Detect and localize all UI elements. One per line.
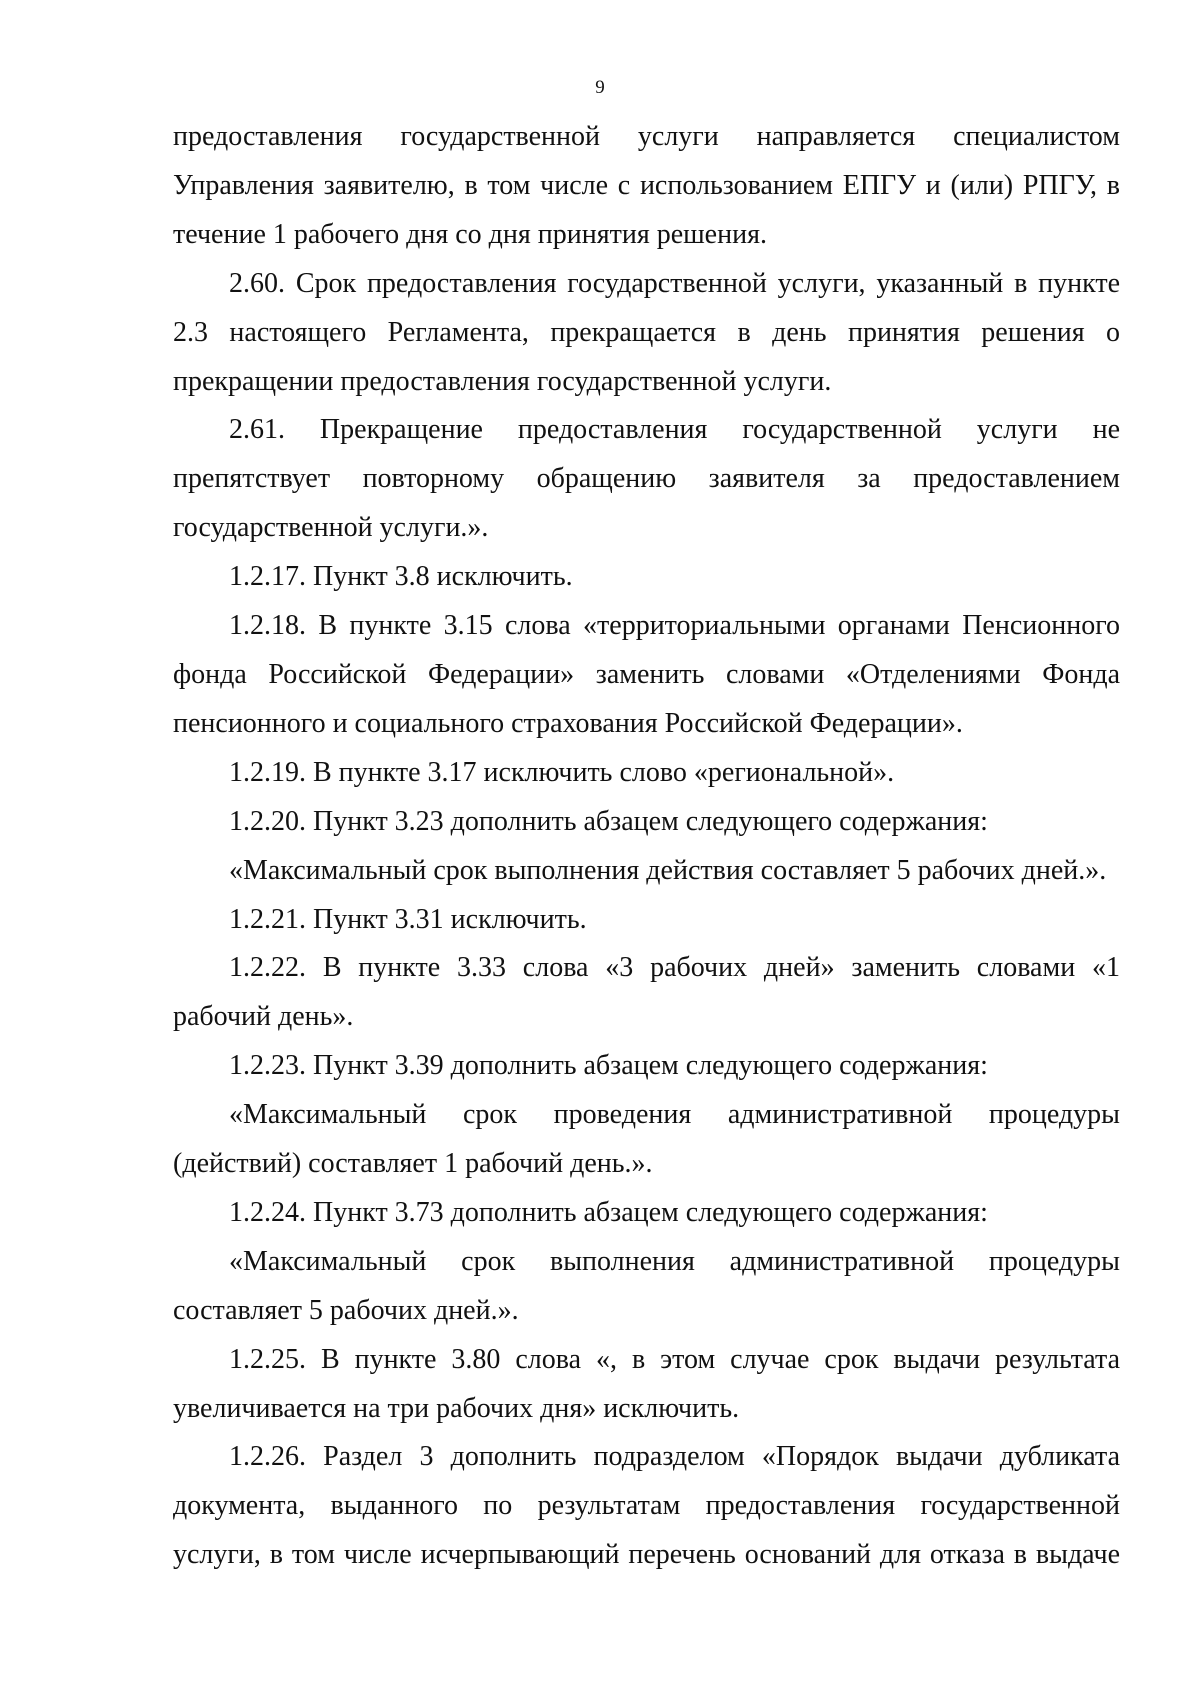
document-body xyxy=(173,113,1120,1580)
page-number: 9 xyxy=(595,77,605,98)
paragraph-1-2-19: 1.2.19. В пункте 3.17 исключить слово «региональной». xyxy=(229,756,895,788)
paragraph-1-2-17: 1.2.17. Пункт 3.8 исключить. xyxy=(229,561,573,593)
paragraph-continuation: предоставления государственной услуги направляется специалистом Управления заявителю, в том числе с использованием ЕПГУ и (или) РПГУ, в течение 1 рабочего дня со дня принятия решения. xyxy=(173,121,1120,250)
paragraph-1-2-26: 1.2.26. Раздел 3 дополнить подразделом «Порядок выдачи дубликата документа, выданного по результатам предоставления государственной услуги, в том числе исчерпывающий перечень оснований для отказа в выдаче xyxy=(173,1441,1120,1571)
paragraph-1-2-24: 1.2.24. Пункт 3.73 дополнить абзацем следующего содержания: xyxy=(229,1196,988,1228)
paragraph-1-2-20: 1.2.20. Пункт 3.23 дополнить абзацем следующего содержания: xyxy=(229,805,988,837)
paragraph-quote-1: «Максимальный срок выполнения действия составляет 5 рабочих дней.». xyxy=(229,854,1107,886)
paragraph-2-61: 2.61. Прекращение предоставления государственной услуги не препятствует повторному обращению заявителя за предоставлением государственной услуги.». xyxy=(173,414,1120,544)
paragraph-quote-3: «Максимальный срок выполнения административной процедуры составляет 5 рабочих дней.». xyxy=(173,1245,1120,1326)
paragraph-1-2-25: 1.2.25. В пункте 3.80 слова «, в этом случае срок выдачи результата увеличивается на три рабочих дня» исключить. xyxy=(173,1343,1120,1424)
paragraph-1-2-18: 1.2.18. В пункте 3.15 слова «территориальными органами Пенсионного фонда Российской Федерации» заменить словами «Отделениями Фонда пенсионного и социального страхования Российской Федерации». xyxy=(173,610,1120,739)
paragraph-1-2-22: 1.2.22. В пункте 3.33 слова «3 рабочих дней» заменить словами «1 рабочий день». xyxy=(173,952,1120,1033)
paragraph-1-2-23: 1.2.23. Пункт 3.39 дополнить абзацем следующего содержания: xyxy=(229,1050,988,1082)
paragraph-1-2-21: 1.2.21. Пункт 3.31 исключить. xyxy=(229,903,587,935)
paragraph-quote-2: «Максимальный срок проведения административной процедуры (действий) составляет 1 рабочий день.». xyxy=(173,1099,1120,1180)
paragraph-2-60: 2.60. Срок предоставления государственной услуги, указанный в пункте 2.3 настоящего Регламента, прекращается в день принятия решения о прекращении предоставления государственной услуги. xyxy=(173,267,1120,397)
